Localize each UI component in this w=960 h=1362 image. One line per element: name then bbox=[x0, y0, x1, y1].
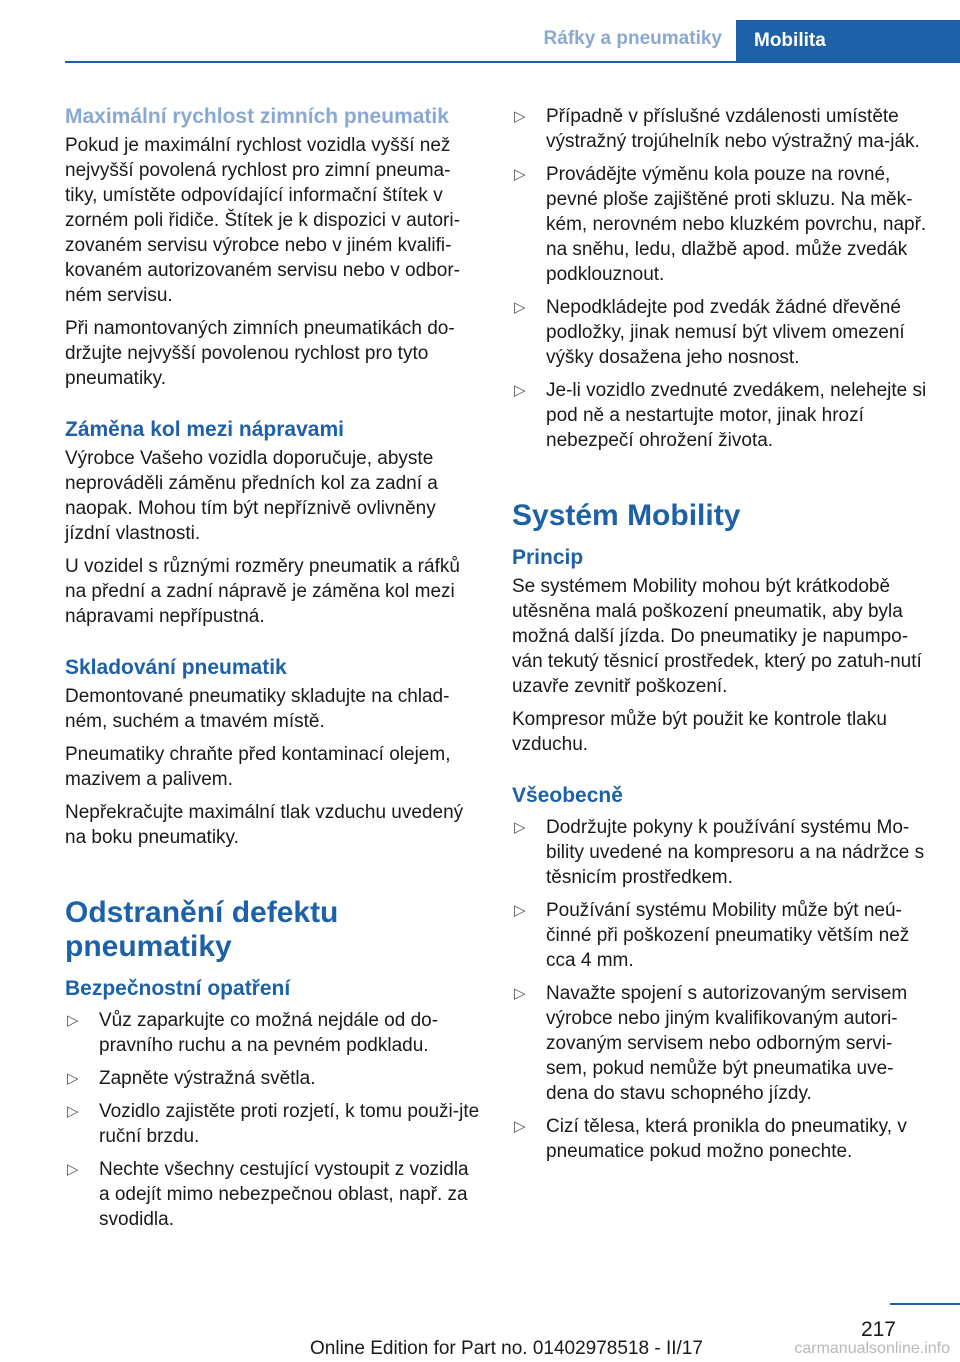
left-column bbox=[65, 104, 480, 1240]
triangle-bullet-icon: ▷ bbox=[514, 1118, 526, 1135]
list-item: ▷ Nechte všechny cestující vystoupit z vozidla a odejít mimo nebezpečnou oblast, např. za svodidla. bbox=[67, 1159, 469, 1230]
paragraph: Kompresor může být použit ke kontrole tlaku vzduchu. bbox=[512, 709, 887, 755]
paragraph: Se systémem Mobility mohou být krátkodobě utěsněna malá poškození pneumatik, aby byla možná další jízda. Do pneumatiky je napumpo-ván tekutý těsnicí prostředek, který po zatuh-nutí uzavře zevnitř poškození. bbox=[512, 576, 922, 697]
heading-tire-storage: Skladování pneumatik bbox=[65, 656, 287, 679]
triangle-bullet-icon: ▷ bbox=[514, 299, 526, 316]
triangle-bullet-icon: ▷ bbox=[514, 166, 526, 183]
heading-safety: Bezpečnostní opatření bbox=[65, 977, 291, 1000]
triangle-bullet-icon: ▷ bbox=[514, 902, 526, 919]
header-rule bbox=[65, 61, 960, 63]
list-item: ▷ Případně v příslušné vzdálenosti umístěte výstražný trojúhelník nebo výstražný ma-ják. bbox=[514, 106, 920, 152]
triangle-bullet-icon: ▷ bbox=[514, 382, 526, 399]
triangle-bullet-icon: ▷ bbox=[67, 1161, 79, 1178]
general-list bbox=[512, 815, 927, 1164]
page-footer bbox=[0, 1300, 960, 1362]
heading-tire-defect: Odstranění defektu pneumatiky bbox=[65, 896, 339, 963]
list-item: ▷ Cizí tělesa, která pronikla do pneumatiky, v pneumatice pokud možno ponechte. bbox=[514, 1116, 907, 1162]
triangle-bullet-icon: ▷ bbox=[67, 1103, 79, 1120]
watermark: carmanualsonline.info bbox=[794, 1340, 950, 1357]
list-item: ▷ Používání systému Mobility může být neú-činné při poškození pneumatiky větším než cca 4 mm. bbox=[514, 900, 910, 971]
heading-principle: Princip bbox=[512, 546, 584, 569]
paragraph: Pokud je maximální rychlost vozidla vyšší než nejvyšší povolená rychlost pro zimní pneuma-tiky, umístěte odpovídající informační štítek v zorném poli řidiče. Štítek je k dispozici v autori-zovaném servisu výrobce nebo v jiném kvalifi-kovaném autorizovaném servisu nebo v odbor-ném servisu. bbox=[65, 135, 460, 306]
list-item: ▷ Nepodkládejte pod zvedák žádné dřevěné podložky, jinak nemusí být vlivem omezení výšky dosažena jeho nosnost. bbox=[514, 297, 905, 368]
triangle-bullet-icon: ▷ bbox=[67, 1012, 79, 1029]
triangle-bullet-icon: ▷ bbox=[514, 819, 526, 836]
list-item: ▷ Vozidlo zajistěte proti rozjetí, k tomu použi-jte ruční brzdu. bbox=[67, 1101, 480, 1147]
list-item: ▷ Zapněte výstražná světla. bbox=[67, 1068, 316, 1089]
list-item: ▷ Vůz zaparkujte co možná nejdále od do-pravního ruchu a na pevném podkladu. bbox=[67, 1010, 439, 1056]
list-item: ▷ Provádějte výměnu kola pouze na rovné, pevné ploše zajištěné proti skluzu. Na měk-kém, nerovném nebo kluzkém povrchu, např. na sněhu, ledu, dlažbě apod. může zvedák podklouznout. bbox=[514, 164, 927, 285]
chapter-tab: Mobilita bbox=[736, 20, 960, 62]
heading-winter-speed: Maximální rychlost zimních pneumatik bbox=[65, 105, 449, 128]
paragraph: Demontované pneumatiky skladujte na chlad-ném, suchém a tmavém místě. bbox=[65, 686, 450, 732]
list-item: ▷ Je-li vozidlo zvednuté zvedákem, nelehejte si pod ně a nestartujte motor, jinak hrozí nebezpečí ohrožení života. bbox=[514, 380, 927, 451]
paragraph: Výrobce Vašeho vozidla doporučuje, abyste neprováděli záměnu předních kol za zadní a naopak. Mohou tím být nepříznivě ovlivněny jízdní vlastnosti. bbox=[65, 448, 438, 544]
list-item: ▷ Navažte spojení s autorizovaným servisem výrobce nebo jiným kvalifikovaným autori-zovaným servisem nebo odborným servi-sem, pokud nemůže být pneumatika uve-dena do stavu schopného jízdy. bbox=[514, 983, 908, 1104]
right-column bbox=[512, 104, 927, 1172]
section-title: Ráfky a pneumatiky bbox=[543, 28, 722, 49]
paragraph: Pneumatiky chraňte před kontaminací olejem, mazivem a palivem. bbox=[65, 744, 451, 790]
paragraph: Při namontovaných zimních pneumatikách do-držujte nejvyšší povolenou rychlost pro tyto pneumatiky. bbox=[65, 318, 455, 389]
footer-rule bbox=[890, 1303, 960, 1305]
heading-general: Všeobecně bbox=[512, 784, 623, 807]
list-item: ▷ Dodržujte pokyny k používání systému Mo-bility uvedené na kompresoru a na nádržce s těsnicím prostředkem. bbox=[514, 817, 925, 888]
triangle-bullet-icon: ▷ bbox=[67, 1070, 79, 1087]
paragraph: Nepřekračujte maximální tlak vzduchu uvedený na boku pneumatiky. bbox=[65, 802, 464, 848]
triangle-bullet-icon: ▷ bbox=[514, 985, 526, 1002]
heading-wheel-swap: Záměna kol mezi nápravami bbox=[65, 418, 344, 441]
page-header bbox=[0, 0, 960, 62]
safety-list bbox=[65, 1008, 480, 1232]
edition-note: Online Edition for Part no. 01402978518 - II/17 bbox=[310, 1338, 703, 1359]
heading-mobility-system: Systém Mobility bbox=[512, 499, 741, 532]
safety-list-continued bbox=[512, 104, 927, 453]
triangle-bullet-icon: ▷ bbox=[514, 108, 526, 125]
paragraph: U vozidel s různými rozměry pneumatik a ráfků na přední a zadní nápravě je záměna kol mezi nápravami nepřípustná. bbox=[65, 556, 460, 627]
page-number: 217 bbox=[860, 1318, 896, 1341]
